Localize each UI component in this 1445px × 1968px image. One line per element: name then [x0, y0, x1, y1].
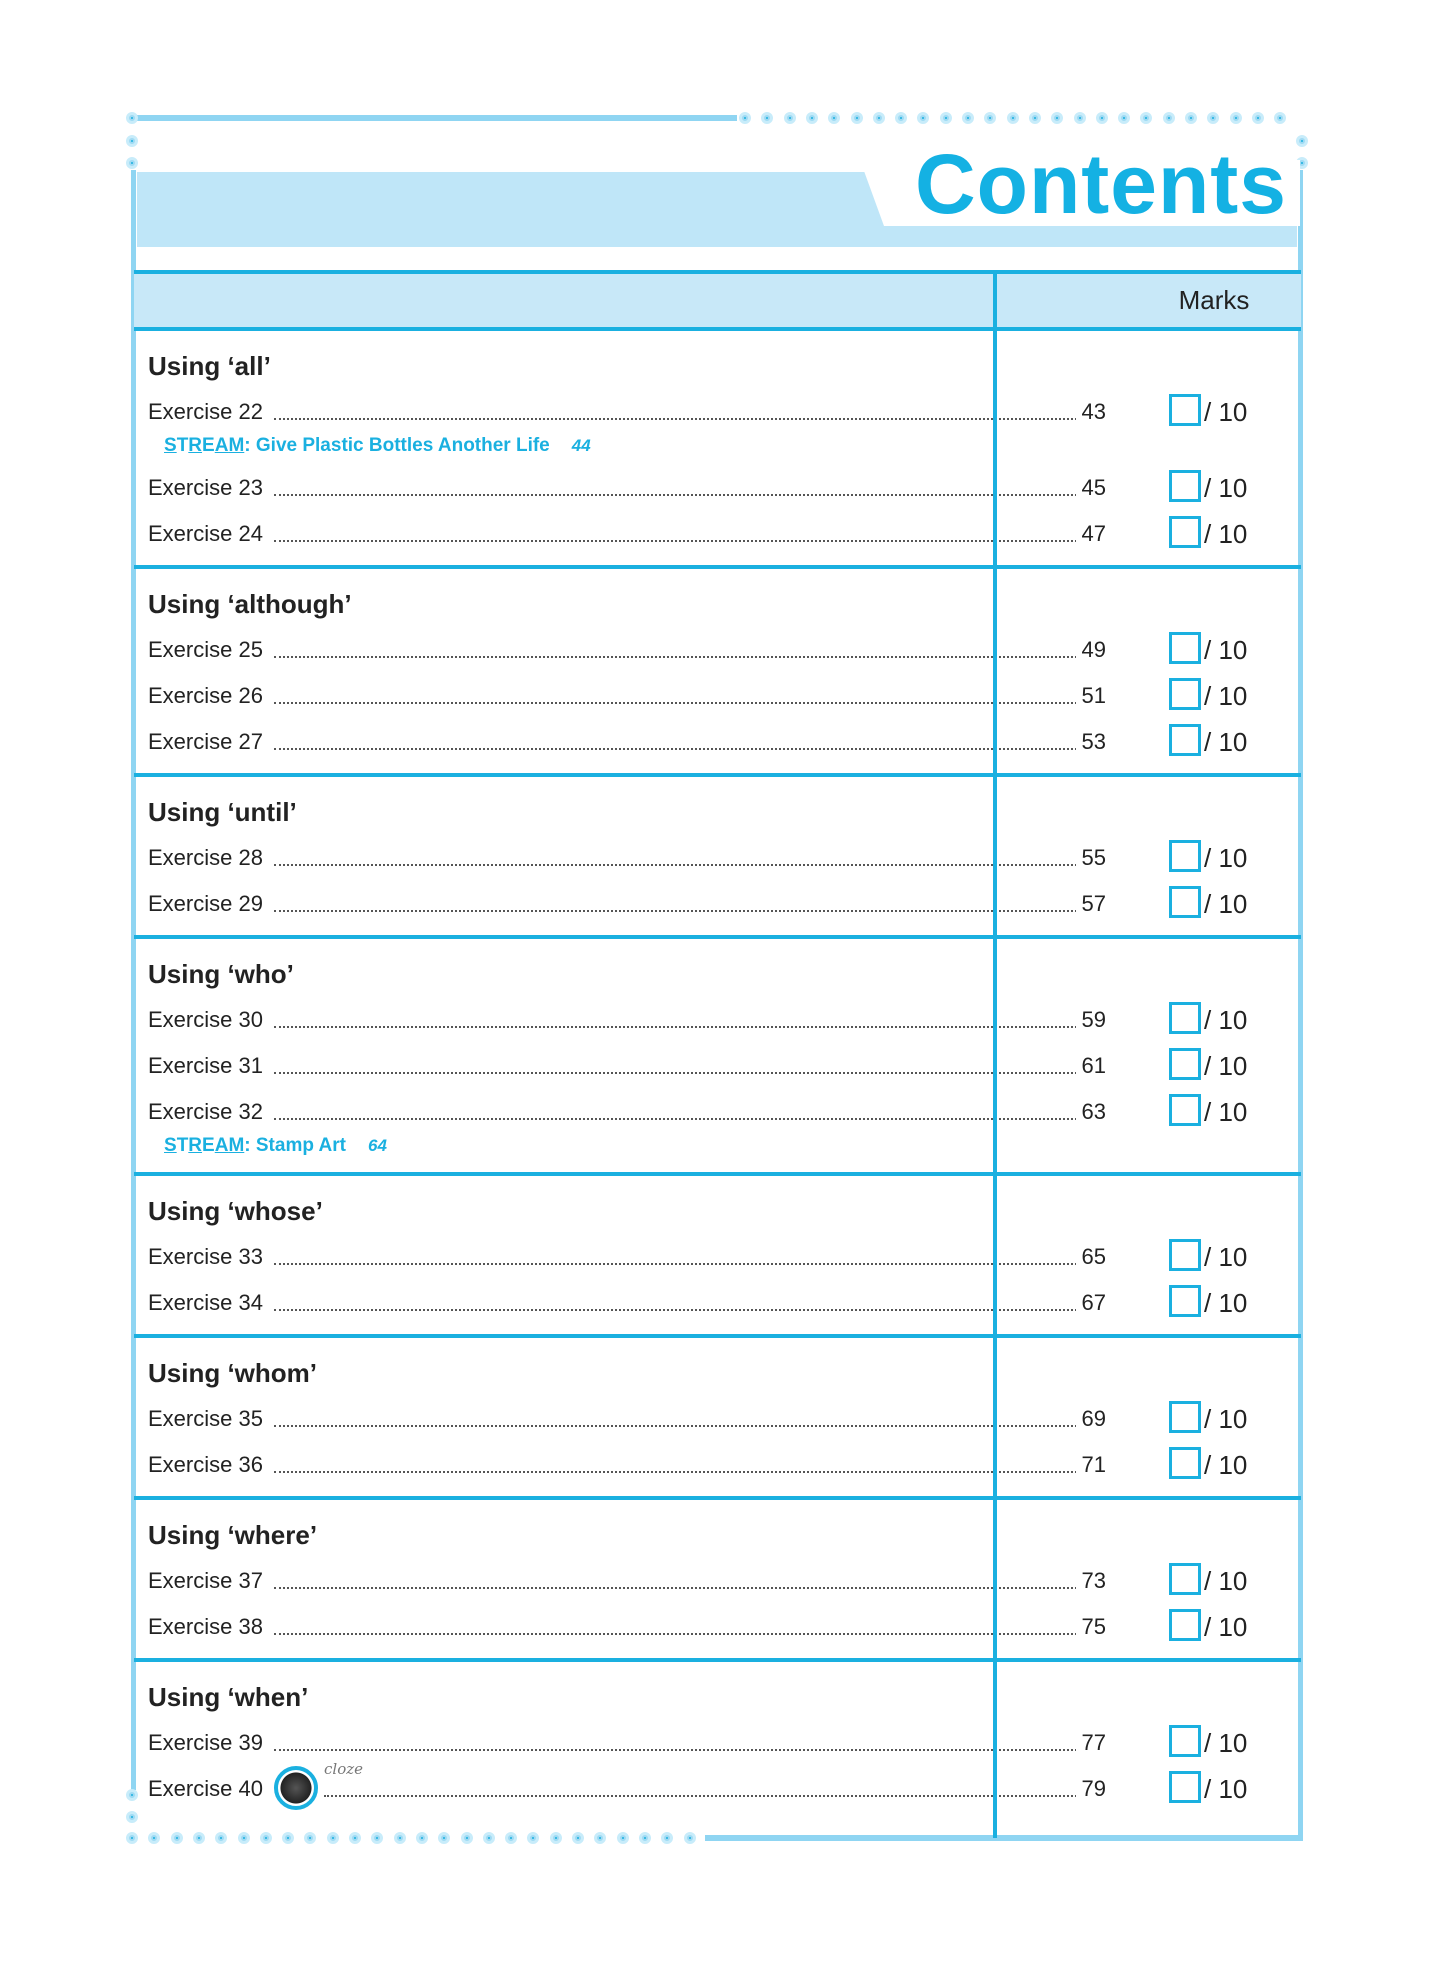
marks-input-box[interactable]: [1169, 1771, 1201, 1803]
column-divider: [993, 270, 997, 1838]
marks-total: / 10: [1204, 889, 1248, 919]
marks-input-box[interactable]: [1169, 1048, 1201, 1080]
dotted-leader: [274, 910, 1101, 912]
dot: [828, 112, 840, 124]
exercise-row[interactable]: [134, 1089, 1301, 1135]
page-number: 61: [1076, 1043, 1106, 1089]
dot: [784, 112, 796, 124]
marks-input-box[interactable]: [1169, 1094, 1201, 1126]
dot: [917, 112, 929, 124]
marks-input-box[interactable]: [1169, 1285, 1201, 1317]
marks-input-box[interactable]: [1169, 394, 1201, 426]
exercise-label: Exercise 40: [148, 1766, 271, 1812]
page-number: 51: [1076, 673, 1106, 719]
page-number: 55: [1076, 835, 1106, 881]
marks-column-header: Marks: [1178, 285, 1250, 315]
stream-page: 44: [571, 436, 591, 455]
section-heading: Using ‘until’: [148, 797, 297, 827]
section-heading: Using ‘whose’: [148, 1196, 323, 1226]
stream-prefix: STREAM: [164, 1135, 245, 1156]
marks-input-box[interactable]: [1169, 632, 1201, 664]
dot: [1274, 112, 1286, 124]
marks-input-box[interactable]: [1169, 840, 1201, 872]
page-number: 53: [1076, 719, 1106, 765]
exercise-label: Exercise 38: [148, 1604, 271, 1650]
stream-title: : Give Plastic Bottles Another Life: [244, 435, 550, 456]
dot: [851, 112, 863, 124]
page-number: 67: [1076, 1280, 1106, 1326]
dotted-leader: [274, 1072, 1101, 1074]
stream-activity-link[interactable]: [134, 435, 1301, 465]
dot: [1207, 112, 1219, 124]
dotted-leader: [274, 1471, 1101, 1473]
marks-total: / 10: [1204, 1566, 1248, 1596]
section-heading: Using ‘whom’: [148, 1358, 317, 1388]
page-number: 45: [1076, 465, 1106, 511]
dot: [761, 112, 773, 124]
page-number: 69: [1076, 1396, 1106, 1442]
dot: [126, 112, 138, 124]
stream-title: : Stamp Art: [244, 1135, 346, 1156]
exercise-row[interactable]: [134, 627, 1301, 673]
dot: [895, 112, 907, 124]
exercise-row[interactable]: [134, 1604, 1301, 1650]
marks-total: / 10: [1204, 1005, 1248, 1035]
exercise-label: Exercise 30: [148, 997, 271, 1043]
dotted-leader: [274, 1587, 1101, 1589]
dotted-leader: [274, 1263, 1101, 1265]
exercise-row[interactable]: [134, 673, 1301, 719]
exercise-row[interactable]: [134, 511, 1301, 557]
page-number: 57: [1076, 881, 1106, 927]
dot: [806, 112, 818, 124]
dotted-leader: [274, 702, 1101, 704]
exercise-label: Exercise 34: [148, 1280, 271, 1326]
exercise-row[interactable]: [134, 1760, 1301, 1812]
exercise-label: Exercise 33: [148, 1234, 271, 1280]
page-number: 65: [1076, 1234, 1106, 1280]
dot: [873, 112, 885, 124]
frame-top-line: [137, 115, 737, 121]
section: [134, 1500, 1301, 1662]
dot: [962, 112, 974, 124]
marks-input-box[interactable]: [1169, 1725, 1201, 1757]
exercise-row[interactable]: [134, 1280, 1301, 1326]
dot: [1296, 135, 1308, 147]
marks-total: / 10: [1204, 1051, 1248, 1081]
exercise-label: Exercise 28: [148, 835, 271, 881]
stream-page: 64: [367, 1136, 387, 1155]
dotted-leader: [274, 748, 1101, 750]
section: [134, 1176, 1301, 1338]
exercise-label: Exercise 29: [148, 881, 271, 927]
section-heading: Using ‘when’: [148, 1682, 309, 1712]
marks-total: / 10: [1204, 1097, 1248, 1127]
marks-total: / 10: [1204, 1450, 1248, 1480]
marks-input-box[interactable]: [1169, 724, 1201, 756]
dot: [126, 135, 138, 147]
exercise-row[interactable]: [134, 881, 1301, 927]
exercise-label: Exercise 26: [148, 673, 271, 719]
dotted-leader: [274, 494, 1101, 496]
dot: [1185, 112, 1197, 124]
exercise-label: Exercise 35: [148, 1396, 271, 1442]
exercise-row[interactable]: [134, 1558, 1301, 1604]
section-heading: Using ‘all’: [148, 351, 271, 381]
exercise-row[interactable]: [134, 1442, 1301, 1488]
marks-total: / 10: [1204, 635, 1248, 665]
stream-prefix: STREAM: [164, 435, 245, 456]
dot: [126, 157, 138, 169]
dot: [1074, 112, 1086, 124]
marks-input-box[interactable]: [1169, 470, 1201, 502]
marks-total: / 10: [1204, 473, 1248, 503]
exercise-label: Exercise 25: [148, 627, 271, 673]
cloze-badge-icon: [274, 1766, 318, 1810]
stream-activity-link[interactable]: [134, 1135, 1301, 1165]
dot: [1140, 112, 1152, 124]
marks-input-box[interactable]: [1169, 1609, 1201, 1641]
page-number: 75: [1076, 1604, 1106, 1650]
dot: [1051, 112, 1063, 124]
exercise-label: Exercise 37: [148, 1558, 271, 1604]
page-number: 49: [1076, 627, 1106, 673]
exercise-label: Exercise 27: [148, 719, 271, 765]
exercise-row[interactable]: [134, 1234, 1301, 1280]
marks-input-box[interactable]: [1169, 678, 1201, 710]
marks-input-box[interactable]: [1169, 1401, 1201, 1433]
exercise-label: Exercise 36: [148, 1442, 271, 1488]
marks-input-box[interactable]: [1169, 1239, 1201, 1271]
cloze-label: cloze: [324, 1760, 364, 1778]
page-number: 59: [1076, 997, 1106, 1043]
dotted-leader: [274, 1309, 1101, 1311]
exercise-row[interactable]: [134, 389, 1301, 435]
table-header: [134, 270, 1301, 331]
marks-input-box[interactable]: [1169, 1563, 1201, 1595]
section: [134, 331, 1301, 569]
dotted-leader: [274, 540, 1101, 542]
exercise-row[interactable]: [134, 719, 1301, 765]
exercise-row[interactable]: [134, 1720, 1301, 1766]
section: [134, 1662, 1301, 1842]
marks-total: / 10: [1204, 1728, 1248, 1758]
contents-table: [134, 270, 1301, 1842]
dotted-leader: [274, 1118, 1101, 1120]
page-number: 77: [1076, 1720, 1106, 1766]
marks-total: / 10: [1204, 1288, 1248, 1318]
section: [134, 939, 1301, 1176]
marks-total: / 10: [1204, 397, 1248, 427]
page-number: 43: [1076, 389, 1106, 435]
marks-input-box[interactable]: [1169, 516, 1201, 548]
dotted-leader: [274, 1633, 1101, 1635]
dotted-leader: [274, 656, 1101, 658]
marks-total: / 10: [1204, 1612, 1248, 1642]
dot: [940, 112, 952, 124]
exercise-label: Exercise 39: [148, 1720, 271, 1766]
exercise-row[interactable]: [134, 1396, 1301, 1442]
marks-total: / 10: [1204, 843, 1248, 873]
marks-total: / 10: [1204, 1242, 1248, 1272]
page-number: 79: [1076, 1766, 1106, 1812]
exercise-row[interactable]: [134, 835, 1301, 881]
dotted-leader: [274, 1026, 1101, 1028]
dot: [739, 112, 751, 124]
exercise-row[interactable]: [134, 997, 1301, 1043]
section-heading: Using ‘although’: [148, 589, 352, 619]
page-title: Contents: [915, 137, 1287, 231]
exercise-row[interactable]: [134, 1043, 1301, 1089]
exercise-row[interactable]: [134, 465, 1301, 511]
page-number: 71: [1076, 1442, 1106, 1488]
marks-input-box[interactable]: [1169, 1002, 1201, 1034]
marks-total: / 10: [1204, 1404, 1248, 1434]
marks-input-box[interactable]: [1169, 1447, 1201, 1479]
dot: [1252, 112, 1264, 124]
page-number: 47: [1076, 511, 1106, 557]
exercise-label: Exercise 23: [148, 465, 271, 511]
page-number: 73: [1076, 1558, 1106, 1604]
dotted-leader: [274, 1425, 1101, 1427]
exercise-label: Exercise 32: [148, 1089, 271, 1135]
marks-total: / 10: [1204, 1774, 1248, 1804]
section-heading: Using ‘where’: [148, 1520, 318, 1550]
section: [134, 777, 1301, 939]
section: [134, 569, 1301, 777]
dot: [1096, 112, 1108, 124]
exercise-label: Exercise 31: [148, 1043, 271, 1089]
dot: [984, 112, 996, 124]
dot: [1118, 112, 1130, 124]
page-number: 63: [1076, 1089, 1106, 1135]
dotted-leader: [324, 1795, 1101, 1797]
dot: [1230, 112, 1242, 124]
exercise-label: Exercise 22: [148, 389, 271, 435]
dot: [1163, 112, 1175, 124]
marks-total: / 10: [1204, 681, 1248, 711]
section-heading: Using ‘who’: [148, 959, 294, 989]
dotted-leader: [274, 1749, 1101, 1751]
dotted-leader: [274, 418, 1101, 420]
marks-total: / 10: [1204, 519, 1248, 549]
exercise-label: Exercise 24: [148, 511, 271, 557]
marks-input-box[interactable]: [1169, 886, 1201, 918]
marks-total: / 10: [1204, 727, 1248, 757]
section: [134, 1338, 1301, 1500]
dotted-leader: [274, 864, 1101, 866]
dot: [1007, 112, 1019, 124]
dot: [1029, 112, 1041, 124]
